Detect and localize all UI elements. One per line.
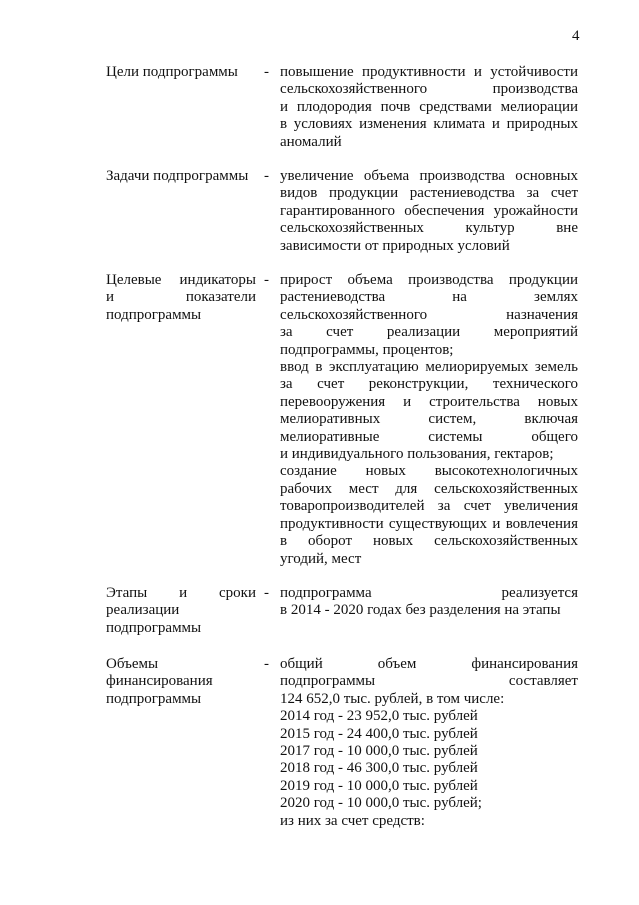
content-line: 2014 год - 23 952,0 тыс. рублей — [280, 708, 478, 725]
content-line: повышение продуктивности и устойчивости — [280, 64, 578, 80]
section-label — [106, 656, 256, 708]
section-label-line: подпрограммы — [106, 690, 202, 707]
section-content — [280, 272, 578, 568]
content-line: создание новых высокотехнологичных — [280, 463, 578, 480]
content-line: 2017 год - 10 000,0 тыс. рублей — [280, 743, 478, 760]
section-label-line: финансирования — [106, 673, 213, 690]
content-line: из них за счет средств: — [280, 812, 425, 829]
section-dash: - — [264, 64, 269, 80]
section-dash: - — [264, 656, 269, 672]
content-line: 2020 год - 10 000,0 тыс. рублей; — [280, 795, 482, 812]
content-line: и плодородия почв средствами мелиорации — [280, 98, 578, 115]
content-line: 124 652,0 тыс. рублей, в том числе: — [280, 690, 505, 707]
content-line: 2019 год - 10 000,0 тыс. рублей — [280, 777, 478, 794]
content-line: ввод в эксплуатацию мелиорируемых земель — [280, 359, 578, 376]
content-line: подпрограммы, процентов; — [280, 341, 454, 358]
content-line: за счет реконструкции, технического — [280, 376, 578, 393]
content-line: 2018 год - 46 300,0 тыс. рублей — [280, 760, 478, 777]
section-label-line: подпрограммы — [106, 306, 202, 323]
section-content — [280, 585, 578, 620]
content-line: аномалий — [280, 133, 342, 150]
section-label-line: реализации — [106, 602, 180, 619]
section-content — [280, 64, 578, 151]
content-line: угодий, мест — [280, 550, 362, 567]
content-line: гарантированного обеспечения урожайности — [280, 202, 578, 219]
content-line: в оборот новых сельскохозяйственных — [280, 533, 578, 550]
section-dash: - — [264, 585, 269, 601]
section-label-line: Целевые индикаторы — [106, 272, 256, 288]
content-line: видов продукции растениеводства за счет — [280, 185, 578, 202]
content-line: общий объем финансирования — [280, 656, 578, 672]
content-line: прирост объема производства продукции — [280, 272, 578, 288]
content-line: и индивидуального пользования, гектаров; — [280, 446, 554, 463]
content-line: товаропроизводителей за счет увеличения — [280, 498, 578, 515]
section-label-line: Цели подпрограммы — [106, 64, 238, 80]
section-content — [280, 168, 578, 255]
content-line: в условиях изменения климата и природных — [280, 116, 578, 133]
content-line: мелиоративные системы общего — [280, 428, 578, 445]
content-line: 2015 год - 24 400,0 тыс. рублей — [280, 725, 478, 742]
section-content — [280, 656, 578, 830]
content-line: перевооружения и строительства новых — [280, 393, 578, 410]
section-label-line: Объемы — [106, 656, 159, 672]
section-label — [106, 64, 256, 81]
content-line: сельскохозяйственного производства — [280, 81, 578, 98]
section-label — [106, 168, 256, 185]
page-number: 4 — [572, 28, 580, 44]
section-label-line: и показатели — [106, 289, 256, 306]
content-line: сельскохозяйственных культур вне — [280, 220, 578, 237]
content-line: подпрограммы составляет — [280, 673, 578, 690]
section-label-line: Этапы и сроки — [106, 585, 256, 601]
content-line: подпрограмма реализуется — [280, 585, 578, 601]
section-label-line: Задачи подпрограммы — [106, 168, 249, 184]
content-line: увеличение объема производства основных — [280, 168, 578, 184]
content-line: в 2014 - 2020 годах без разделения на этапы — [280, 602, 561, 619]
section-dash: - — [264, 168, 269, 184]
content-line: рабочих мест для сельскохозяйственных — [280, 480, 578, 497]
section-dash: - — [264, 272, 269, 288]
section-label — [106, 585, 256, 637]
content-line: продуктивности существующих и вовлечения — [280, 515, 578, 532]
content-line: за счет реализации мероприятий — [280, 324, 578, 341]
content-line: растениеводства на землях — [280, 289, 578, 306]
content-line: зависимости от природных условий — [280, 237, 510, 254]
section-label — [106, 272, 256, 324]
content-line: сельскохозяйственного назначения — [280, 306, 578, 323]
content-line: мелиоративных систем, включая — [280, 411, 578, 428]
section-label-line: подпрограммы — [106, 619, 202, 636]
